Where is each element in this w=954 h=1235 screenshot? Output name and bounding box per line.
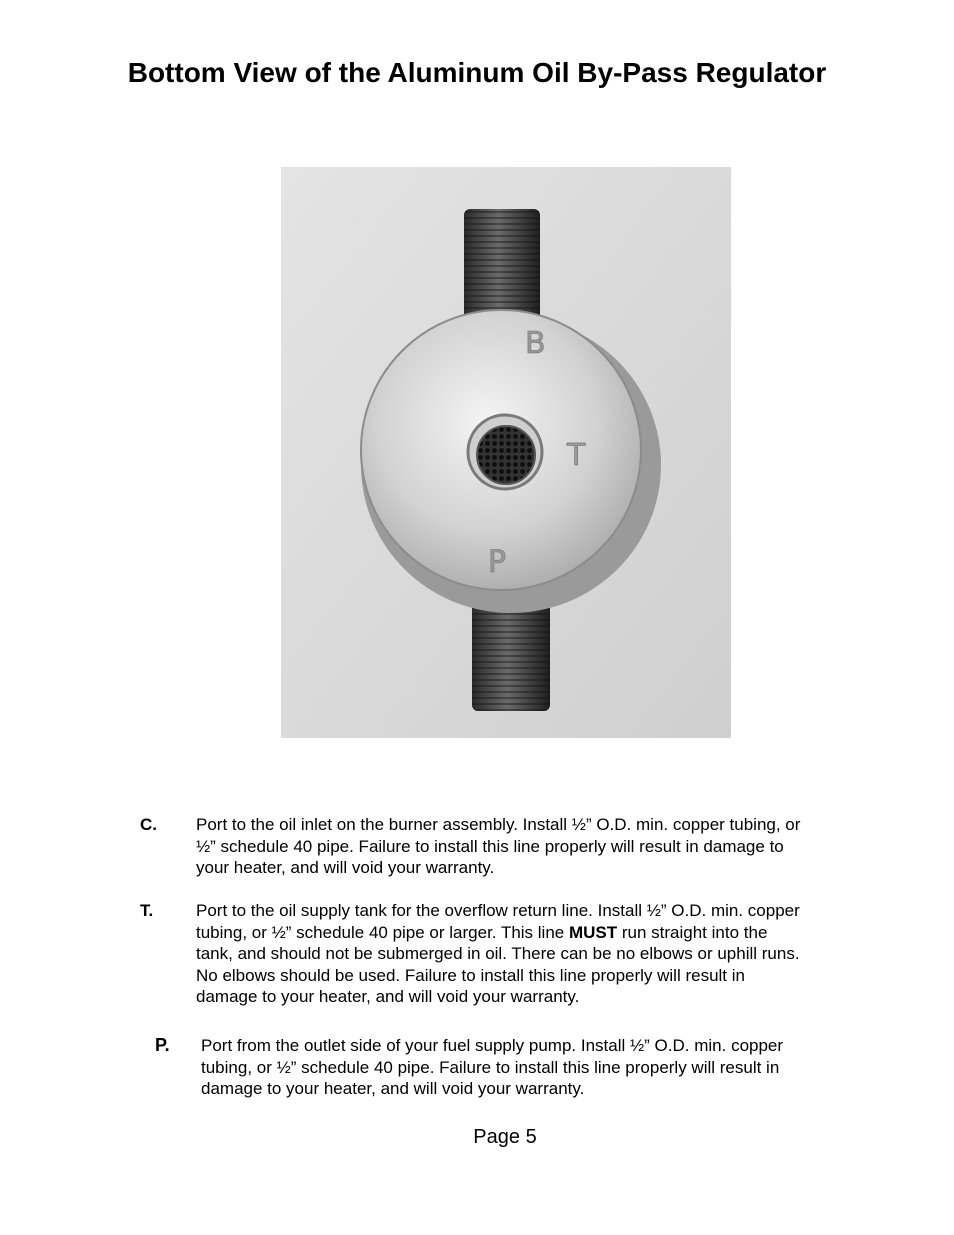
stamp-letter-t: T — [567, 438, 586, 473]
port-letter: P. — [155, 1035, 170, 1055]
text-line: ½” schedule 40 pipe. Failure to install this line properly will result in damage to — [196, 836, 784, 856]
text-line: No elbows should be used. Failure to install this line properly will result in — [196, 965, 745, 985]
text-line: tank, and should not be submerged in oil. There can be no elbows or uphill runs. — [196, 944, 800, 963]
port-description — [201, 1035, 881, 1100]
port-letter: C. — [140, 815, 157, 834]
port-description — [196, 900, 886, 1008]
port-item-t — [140, 900, 880, 1010]
text-segment: tubing, or ½” schedule 40 pipe or larger. This line — [196, 922, 569, 942]
stamp-letter-b: B — [525, 326, 546, 361]
port-letter: T. — [140, 901, 154, 920]
center-port-icon — [468, 415, 542, 489]
stamp-letter-p: P — [488, 545, 507, 580]
text-line: tubing, or ½” schedule 40 pipe. Failure to install this line properly will result in — [201, 1057, 780, 1077]
text-line: Port to the oil inlet on the burner assembly. Install ½” O.D. min. copper tubing, or — [196, 815, 801, 834]
port-item-c — [140, 814, 880, 884]
port-description — [196, 814, 886, 879]
text-line: Port from the outlet side of your fuel supply pump. Install ½” O.D. min. copper — [201, 1036, 784, 1055]
text-line — [196, 922, 886, 944]
text-line: damage to your heater, and will void your warranty. — [201, 1079, 585, 1098]
page-number: Page 5 — [473, 1126, 537, 1148]
text-line: Port to the oil supply tank for the overflow return line. Install ½” O.D. min. copper — [196, 901, 800, 920]
text-segment: run straight into the — [617, 922, 768, 942]
emphasis-must: MUST — [568, 922, 618, 942]
port-item-p — [155, 1035, 875, 1105]
text-line: damage to your heater, and will void your warranty. — [196, 987, 580, 1006]
page-title: Bottom View of the Aluminum Oil By-Pass Regulator — [127, 57, 827, 88]
regulator-photo — [281, 167, 731, 738]
text-line: your heater, and will void your warranty. — [196, 858, 495, 877]
